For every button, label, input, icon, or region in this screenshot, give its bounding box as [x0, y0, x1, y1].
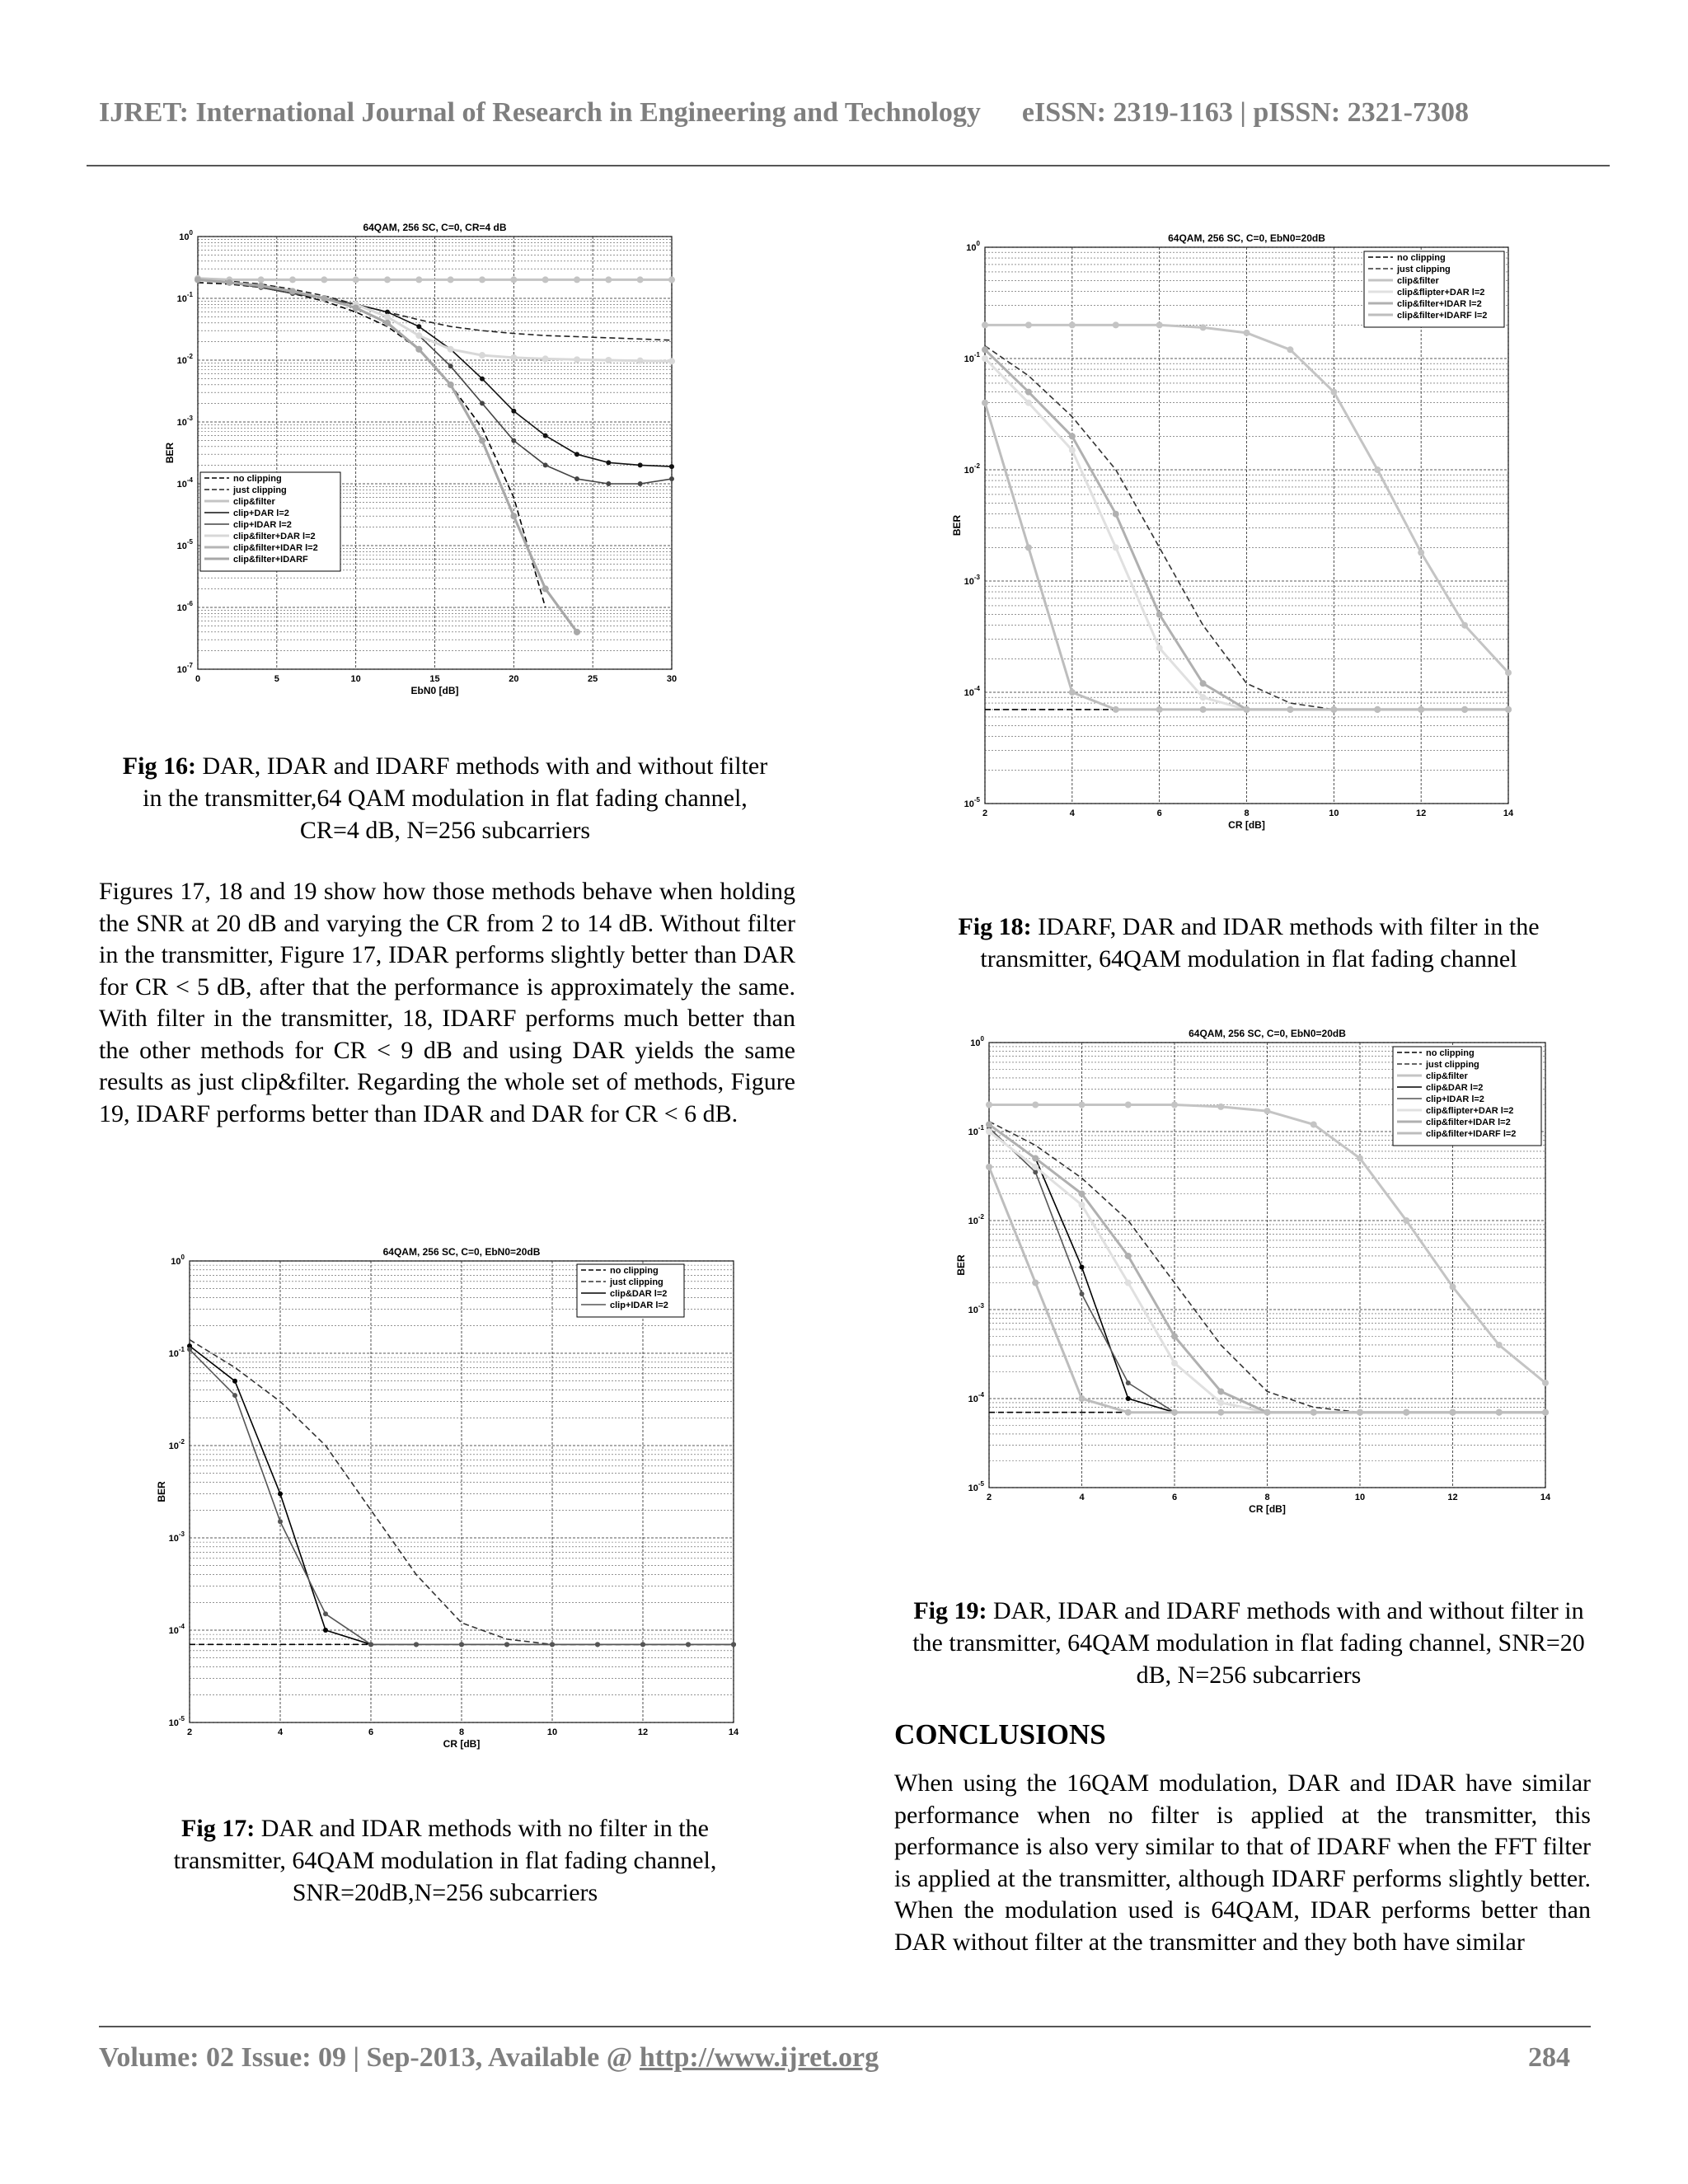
data-point	[1244, 706, 1250, 713]
data-point	[1311, 1121, 1317, 1127]
data-point	[1069, 447, 1076, 453]
fig16-svg	[161, 218, 696, 696]
data-point	[1311, 1409, 1317, 1416]
data-point	[1079, 1202, 1085, 1208]
data-point	[1032, 1101, 1039, 1108]
data-point	[278, 1519, 283, 1524]
data-point	[1403, 1217, 1409, 1224]
legend-label: no clipping	[1426, 1048, 1475, 1058]
data-point	[1217, 1104, 1224, 1110]
x-tick-label: 4	[1069, 808, 1075, 818]
data-point	[353, 305, 359, 312]
data-point	[1287, 346, 1293, 353]
y-tick-label: $10^{-6}$	[176, 600, 193, 613]
data-point	[1217, 1409, 1224, 1416]
fig18-svg	[944, 223, 1521, 832]
data-point	[510, 513, 517, 519]
legend-label: clip&filter+IDAR l=2	[1426, 1118, 1511, 1127]
data-point	[574, 276, 580, 283]
data-point	[1357, 1155, 1363, 1162]
data-point	[986, 1128, 992, 1135]
data-point	[232, 1379, 237, 1384]
data-point	[384, 276, 391, 283]
data-point	[668, 358, 675, 364]
y-tick-label: $10^{-5}$	[176, 538, 193, 551]
legend-label: clip&flipter+DAR l=2	[1426, 1106, 1514, 1116]
data-point	[448, 363, 453, 368]
y-tick-label: $10^{-1}$	[964, 351, 980, 364]
data-point	[543, 434, 548, 438]
data-point	[982, 400, 988, 406]
data-point	[1113, 511, 1119, 518]
data-point	[1069, 433, 1076, 439]
x-tick-label: 20	[509, 674, 519, 684]
footer-rule	[99, 2026, 1591, 2027]
data-point	[1496, 1342, 1503, 1348]
y-axis-label: BER	[164, 442, 176, 464]
data-point	[448, 346, 454, 353]
data-point	[1025, 400, 1032, 406]
data-point	[1244, 330, 1250, 336]
y-tick-label: $10^{-1}$	[176, 291, 193, 304]
x-tick-label: 8	[458, 1727, 465, 1737]
data-point	[986, 1164, 992, 1170]
legend-label: clip&filter	[1426, 1071, 1468, 1081]
data-point	[1069, 321, 1076, 328]
data-point	[595, 1642, 600, 1647]
data-point	[195, 276, 201, 283]
legend-label: clip+DAR l=2	[233, 509, 289, 518]
y-tick-label: $10^{-5}$	[968, 1480, 984, 1493]
data-point	[1461, 706, 1468, 713]
legend-label: clip&DAR l=2	[610, 1289, 668, 1299]
x-tick-label: 14	[1540, 1493, 1551, 1502]
fig19-svg	[948, 1018, 1558, 1521]
data-point	[1403, 1409, 1409, 1416]
data-point	[1125, 1101, 1132, 1108]
x-tick-label: 10	[1329, 808, 1339, 818]
fig16-chart	[161, 218, 696, 696]
data-point	[542, 276, 549, 283]
data-point	[511, 438, 516, 443]
data-point	[459, 1642, 464, 1647]
legend-label: clip+IDAR l=2	[610, 1301, 668, 1310]
chart-title: 64QAM, 256 SC, C=0, EbN0=20dB	[1189, 1028, 1346, 1039]
data-point	[606, 481, 611, 486]
x-tick-label: 2	[986, 1493, 992, 1502]
fig18-caption	[907, 911, 1591, 975]
data-point	[368, 1642, 373, 1647]
legend-label: clip&filter+IDARF l=2	[1426, 1129, 1517, 1139]
x-tick-label: 6	[1156, 808, 1162, 818]
data-point	[415, 332, 422, 339]
data-point	[669, 464, 674, 469]
data-point	[480, 401, 485, 405]
data-point	[1450, 1283, 1456, 1290]
y-tick-label: $10^{-1}$	[968, 1124, 984, 1137]
data-point	[986, 1121, 992, 1127]
legend-label: clip+IDAR l=2	[233, 520, 292, 530]
x-tick-label: 12	[1416, 808, 1427, 818]
fig19-chart	[948, 1018, 1558, 1521]
data-point	[1113, 544, 1119, 551]
data-point	[1217, 1399, 1224, 1406]
data-point	[669, 476, 674, 481]
data-point	[1025, 389, 1032, 396]
fig17-text: DAR and IDAR methods with no filter in the transmitter, 64QAM modulation in flat fading channel, SNR=20dB,N=256 subcarriers	[173, 1815, 717, 1906]
data-point	[511, 409, 516, 414]
data-point	[1171, 1101, 1178, 1108]
data-point	[1264, 1108, 1271, 1114]
fig18-label: Fig 18:	[958, 913, 1032, 940]
data-point	[982, 346, 988, 353]
footer-link[interactable]: http://www.ijret.org	[639, 2042, 879, 2073]
data-point	[1113, 321, 1119, 328]
x-tick-label: 2	[186, 1727, 193, 1737]
data-point	[384, 314, 391, 321]
y-tick-label: $10^{-2}$	[964, 462, 980, 476]
fig17-caption	[124, 1812, 767, 1909]
issn: eISSN: 2319-1163 | pISSN: 2321-7308	[1021, 97, 1469, 128]
data-point	[1200, 680, 1207, 687]
x-tick-label: 4	[277, 1727, 284, 1737]
data-point	[543, 462, 548, 467]
data-point	[605, 276, 612, 283]
data-point	[1171, 1333, 1178, 1340]
data-point	[1450, 1409, 1456, 1416]
data-point	[637, 276, 644, 283]
y-tick-label: $10^{-5}$	[168, 1715, 185, 1728]
x-axis-label: EbN0 [dB]	[410, 685, 459, 696]
data-point	[1156, 644, 1163, 651]
fig17-svg	[144, 1236, 754, 1755]
journal-title: IJRET: International Journal of Research in Engineering and Technology	[99, 97, 981, 128]
x-tick-label: 12	[1447, 1493, 1458, 1502]
data-point	[1125, 1253, 1132, 1259]
legend-label: no clipping	[610, 1266, 659, 1276]
legend-label: clip&filter+IDARF	[233, 555, 308, 565]
data-point	[1125, 1409, 1132, 1416]
fig17-chart	[144, 1236, 754, 1755]
chart-title: 64QAM, 256 SC, C=0, EbN0=20dB	[382, 1246, 541, 1258]
x-tick-label: 30	[666, 674, 678, 684]
data-point	[415, 346, 422, 353]
data-point	[982, 355, 988, 362]
data-point	[1374, 706, 1381, 713]
data-point	[574, 356, 580, 363]
data-point	[1156, 321, 1163, 328]
x-tick-label: 6	[368, 1727, 374, 1737]
data-point	[637, 358, 644, 364]
y-tick-label: $10^0$	[966, 240, 980, 253]
data-point	[542, 355, 549, 362]
data-point	[278, 1492, 283, 1497]
fig16-label: Fig 16:	[122, 752, 196, 780]
legend-label: just clipping	[1426, 1060, 1479, 1070]
data-point	[574, 629, 580, 635]
fig17-label: Fig 17:	[181, 1815, 256, 1842]
y-tick-label: $10^{-2}$	[168, 1438, 185, 1451]
y-tick-label: $10^{-2}$	[968, 1213, 984, 1226]
data-point	[510, 354, 517, 361]
y-tick-label: $10^{-1}$	[168, 1346, 185, 1359]
data-point	[232, 1393, 237, 1398]
conclusions-text: When using the 16QAM modulation, DAR and IDAR have similar performance when no filter is applied at the transmitter, this performance is also very similar to that of IDARF when the FFT filter is applied at the transmitter, although IDARF performs slightly better. When the modulation used is 64QAM, IDAR performs better than DAR without filter at the transmitter and they both have similar	[894, 1769, 1591, 1956]
legend-label: clip&filter+IDARF l=2	[1397, 311, 1488, 321]
x-axis-label: CR [dB]	[1249, 1503, 1286, 1515]
data-point	[1418, 706, 1424, 713]
page-header	[99, 97, 1469, 129]
data-point	[415, 276, 422, 283]
data-point	[1113, 706, 1119, 713]
y-tick-label: $10^{-3}$	[968, 1302, 984, 1315]
y-tick-label: $10^{-3}$	[168, 1530, 185, 1544]
legend-label: clip&filter+DAR l=2	[233, 532, 316, 541]
x-tick-label: 10	[350, 674, 361, 684]
data-point	[1264, 1409, 1271, 1416]
data-point	[414, 1642, 419, 1647]
data-point	[1330, 706, 1337, 713]
data-point	[384, 320, 391, 326]
legend-label: just clipping	[233, 485, 287, 495]
data-point	[638, 481, 643, 486]
y-tick-label: $10^{-4}$	[964, 685, 980, 698]
data-point	[1126, 1380, 1131, 1385]
data-point	[510, 276, 517, 283]
fig19-text: DAR, IDAR and IDARF methods with and without filter in the transmitter, 64QAM modulation in flat fading channel, SNR=20 dB, N=256 subcarriers	[912, 1597, 1585, 1689]
data-point	[640, 1642, 645, 1647]
footer-volume: Volume: 02 Issue: 09 | Sep-2013, Available @	[99, 2042, 640, 2073]
data-point	[1032, 1155, 1039, 1162]
legend-label: clip&DAR l=2	[1426, 1083, 1484, 1093]
data-point	[982, 321, 988, 328]
fig19-caption	[907, 1595, 1591, 1691]
data-point	[1025, 544, 1032, 551]
legend-label: clip+IDAR l=2	[1426, 1094, 1484, 1104]
fig16-text: DAR, IDAR and IDARF methods with and without filter in the transmitter,64 QAM modulation in flat fading channel, CR=4 dB, N=256 subcarriers	[143, 752, 768, 844]
data-point	[574, 476, 579, 481]
legend-label: clip&filter	[233, 497, 275, 507]
data-point	[289, 288, 296, 294]
data-point	[1171, 1409, 1178, 1416]
data-point	[1542, 1380, 1549, 1386]
chart-title: 64QAM, 256 SC, C=0, EbN0=20dB	[1168, 232, 1325, 244]
x-tick-label: 8	[1244, 808, 1250, 818]
data-point	[1200, 706, 1207, 713]
data-point	[321, 276, 327, 283]
page-footer	[99, 2042, 879, 2074]
legend-label: clip&flipter+DAR l=2	[1397, 288, 1485, 298]
data-point	[448, 276, 454, 283]
data-point	[1125, 1279, 1132, 1286]
y-axis-label: BER	[951, 514, 963, 537]
legend-label: clip&filter+IDAR l=2	[1397, 299, 1482, 309]
data-point	[1079, 1395, 1085, 1402]
data-point	[323, 1611, 328, 1616]
data-point	[1032, 1279, 1039, 1286]
data-point	[323, 1628, 328, 1633]
data-point	[480, 377, 485, 382]
y-axis-label: BER	[156, 1481, 167, 1502]
body-paragraph: Figures 17, 18 and 19 show how those methods behave when holding the SNR at 20 dB and varying the CR from 2 to 14 dB. Without filter in the transmitter, Figure 17, IDAR performs slightly better than DAR for CR < 5 dB, after that the performance is approximately the same. With filter in the transmitter, 18, IDARF performs much better than the other methods for CR < 9 dB and using DAR yields the same results as just clip&filter. Regarding the whole set of methods, Figure 19, IDARF performs better than IDAR and DAR for CR < 6 dB.	[99, 878, 795, 1127]
x-tick-label: 6	[1171, 1493, 1178, 1502]
x-tick-label: 14	[728, 1727, 739, 1737]
data-point	[1079, 1190, 1085, 1197]
data-point	[1217, 1388, 1224, 1394]
data-point	[1200, 694, 1207, 701]
chart-title: 64QAM, 256 SC, C=0, CR=4 dB	[363, 222, 507, 233]
legend-label: no clipping	[233, 474, 282, 484]
data-point	[550, 1642, 555, 1647]
data-point	[416, 324, 421, 329]
page-number: 284	[1528, 2042, 1570, 2073]
data-point	[1080, 1264, 1085, 1269]
data-point	[1069, 689, 1076, 696]
data-point	[605, 357, 612, 363]
data-point	[731, 1642, 736, 1647]
data-point	[1418, 550, 1424, 556]
x-tick-label: 8	[1264, 1493, 1270, 1502]
data-point	[686, 1642, 691, 1647]
y-tick-label: $10^{-3}$	[964, 574, 980, 587]
data-point	[1032, 1164, 1039, 1170]
data-point	[1200, 324, 1207, 330]
y-tick-label: $10^0$	[970, 1035, 984, 1048]
data-point	[479, 352, 485, 359]
y-tick-label: $10^{-4}$	[168, 1623, 185, 1636]
data-point	[1079, 1101, 1085, 1108]
data-point	[479, 276, 485, 283]
x-tick-label: 14	[1503, 808, 1514, 818]
y-tick-label: $10^{-4}$	[176, 476, 193, 490]
data-point	[1033, 1169, 1038, 1174]
x-axis-label: CR [dB]	[443, 1738, 481, 1750]
legend-label: clip&filter+IDAR l=2	[233, 543, 318, 553]
fig18-chart	[944, 223, 1521, 832]
legend-label: just clipping	[610, 1277, 663, 1287]
legend-label: clip&filter	[1397, 276, 1439, 286]
data-point	[638, 462, 643, 467]
legend-label: just clipping	[1397, 265, 1451, 274]
data-point	[1496, 1409, 1503, 1416]
legend-label: no clipping	[1397, 253, 1446, 263]
y-tick-label: $10^{-5}$	[964, 796, 980, 809]
data-point	[187, 1347, 192, 1352]
data-point	[574, 452, 579, 457]
data-point	[606, 460, 611, 465]
y-tick-label: $10^0$	[171, 1254, 185, 1267]
y-tick-label: $10^0$	[179, 229, 193, 242]
x-tick-label: 10	[546, 1727, 558, 1737]
data-point	[1080, 1291, 1085, 1296]
y-tick-label: $10^{-4}$	[968, 1391, 984, 1404]
x-axis-label: CR [dB]	[1228, 819, 1265, 831]
data-point	[353, 276, 359, 283]
header-rule	[87, 165, 1610, 166]
data-point	[1461, 622, 1468, 629]
y-tick-label: $10^{-7}$	[176, 662, 193, 675]
data-point	[289, 276, 296, 283]
x-tick-label: 0	[195, 674, 201, 684]
data-point	[1171, 1360, 1178, 1366]
x-tick-label: 2	[982, 808, 988, 818]
data-point	[1505, 669, 1512, 676]
data-point	[986, 1101, 992, 1108]
data-point	[668, 276, 675, 283]
data-point	[258, 283, 265, 289]
data-point	[1287, 706, 1293, 713]
data-point	[258, 276, 265, 283]
x-tick-label: 4	[1079, 1493, 1085, 1502]
x-tick-label: 10	[1354, 1493, 1366, 1502]
y-axis-label: BER	[955, 1254, 967, 1276]
y-tick-label: $10^{-3}$	[176, 415, 193, 428]
data-point	[1505, 706, 1512, 713]
data-point	[321, 295, 327, 302]
data-point	[226, 279, 232, 286]
data-point	[504, 1642, 509, 1647]
x-tick-label: 5	[274, 674, 279, 684]
data-point	[1330, 389, 1337, 396]
data-point	[1126, 1396, 1131, 1401]
fig19-label: Fig 19:	[913, 1597, 987, 1624]
data-point	[1374, 466, 1381, 473]
series-line	[198, 279, 672, 280]
data-point	[1156, 706, 1163, 713]
conclusions-heading: CONCLUSIONS	[894, 1718, 1106, 1750]
data-point	[1357, 1409, 1363, 1416]
data-point	[1156, 612, 1163, 618]
data-point	[542, 585, 549, 592]
data-point	[448, 382, 454, 388]
x-tick-label: 25	[588, 674, 598, 684]
y-tick-label: $10^{-2}$	[176, 353, 193, 366]
fig16-caption	[111, 750, 779, 846]
data-point	[1542, 1409, 1549, 1416]
data-point	[479, 438, 485, 444]
x-tick-label: 12	[637, 1727, 649, 1737]
data-point	[1025, 321, 1032, 328]
fig18-text: IDARF, DAR and IDAR methods with filter in the transmitter, 64QAM modulation in flat fading channel	[980, 913, 1540, 972]
x-tick-label: 15	[429, 674, 440, 684]
